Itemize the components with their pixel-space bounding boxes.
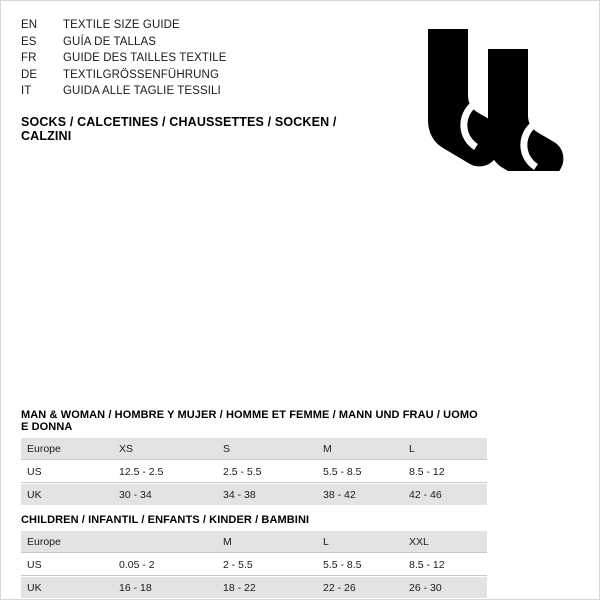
- table-header-row: [21, 438, 487, 460]
- table-cell: 8.5 - 12: [403, 554, 487, 576]
- product-subtitle: SOCKS / CALCETINES / CHAUSSETTES / SOCKEN / CALZINI: [21, 114, 337, 143]
- table-cell: 18 - 22: [217, 577, 317, 598]
- table-header-cell: M: [217, 531, 317, 553]
- language-code: EN: [21, 19, 38, 31]
- table-header-cell: Europe: [21, 438, 113, 460]
- language-label: TEXTILE SIZE GUIDE: [63, 19, 180, 31]
- language-row: [21, 34, 227, 51]
- language-label: GUIDE DES TAILLES TEXTILE: [63, 52, 227, 65]
- language-label: TEXTILGRÖSSENFÜHRUNG: [63, 68, 219, 81]
- adult-size-table: [21, 438, 487, 505]
- adult-section-title: MAN & WOMAN / HOMBRE Y MUJER / HOMME ET FEMME / MANN UND FRAU / UOMO E DONNA: [21, 409, 478, 433]
- language-code: FR: [21, 52, 37, 65]
- language-code: IT: [21, 85, 32, 98]
- table-header-cell: Europe: [21, 531, 113, 553]
- language-row: [21, 67, 227, 84]
- table-cell: 0.05 - 2: [113, 554, 217, 576]
- table-cell: 38 - 42: [317, 484, 403, 505]
- table-cell: UK: [21, 484, 113, 505]
- table-cell: 16 - 18: [113, 577, 217, 598]
- language-code: ES: [21, 35, 37, 48]
- table-header-cell: L: [403, 438, 487, 460]
- table-cell: 8.5 - 12: [403, 461, 487, 483]
- socks-icon: [406, 21, 571, 171]
- table-row: [21, 554, 487, 576]
- table-row: [21, 577, 487, 598]
- table-header-row: [21, 531, 487, 553]
- table-header-cell: [113, 531, 217, 553]
- table-cell: 2.5 - 5.5: [217, 461, 317, 483]
- socks-illustration-svg: [406, 21, 571, 171]
- table-cell: 2 - 5.5: [217, 554, 317, 576]
- table-row: [21, 484, 487, 505]
- language-label: GUÍA DE TALLAS: [63, 35, 157, 48]
- header: [21, 17, 381, 143]
- table-cell: UK: [21, 577, 113, 598]
- table-header-cell: L: [317, 531, 403, 553]
- language-row: [21, 83, 227, 100]
- table-header-cell: S: [217, 438, 317, 460]
- table-cell: 5.5 - 8.5: [317, 461, 403, 483]
- table-cell: 34 - 38: [217, 484, 317, 505]
- table-cell: 26 - 30: [403, 577, 487, 598]
- children-size-section: [21, 514, 487, 598]
- table-row: [21, 461, 487, 483]
- table-header-cell: XXL: [403, 531, 487, 553]
- table-header-cell: XS: [113, 438, 217, 460]
- table-cell: 5.5 - 8.5: [317, 554, 403, 576]
- table-cell: US: [21, 554, 113, 576]
- adult-size-section: [21, 409, 487, 505]
- language-row: [21, 50, 227, 67]
- table-cell: US: [21, 461, 113, 483]
- language-list: [21, 17, 227, 100]
- language-row: [21, 17, 227, 34]
- language-label: GUIDA ALLE TAGLIE TESSILI: [63, 85, 221, 98]
- children-section-title: CHILDREN / INFANTIL / ENFANTS / KINDER / BAMBINI: [21, 514, 310, 526]
- table-cell: 30 - 34: [113, 484, 217, 505]
- table-cell: 42 - 46: [403, 484, 487, 505]
- table-header-cell: M: [317, 438, 403, 460]
- table-cell: 22 - 26: [317, 577, 403, 598]
- table-cell: 12.5 - 2.5: [113, 461, 217, 483]
- language-code: DE: [21, 68, 38, 81]
- children-size-table: [21, 531, 487, 598]
